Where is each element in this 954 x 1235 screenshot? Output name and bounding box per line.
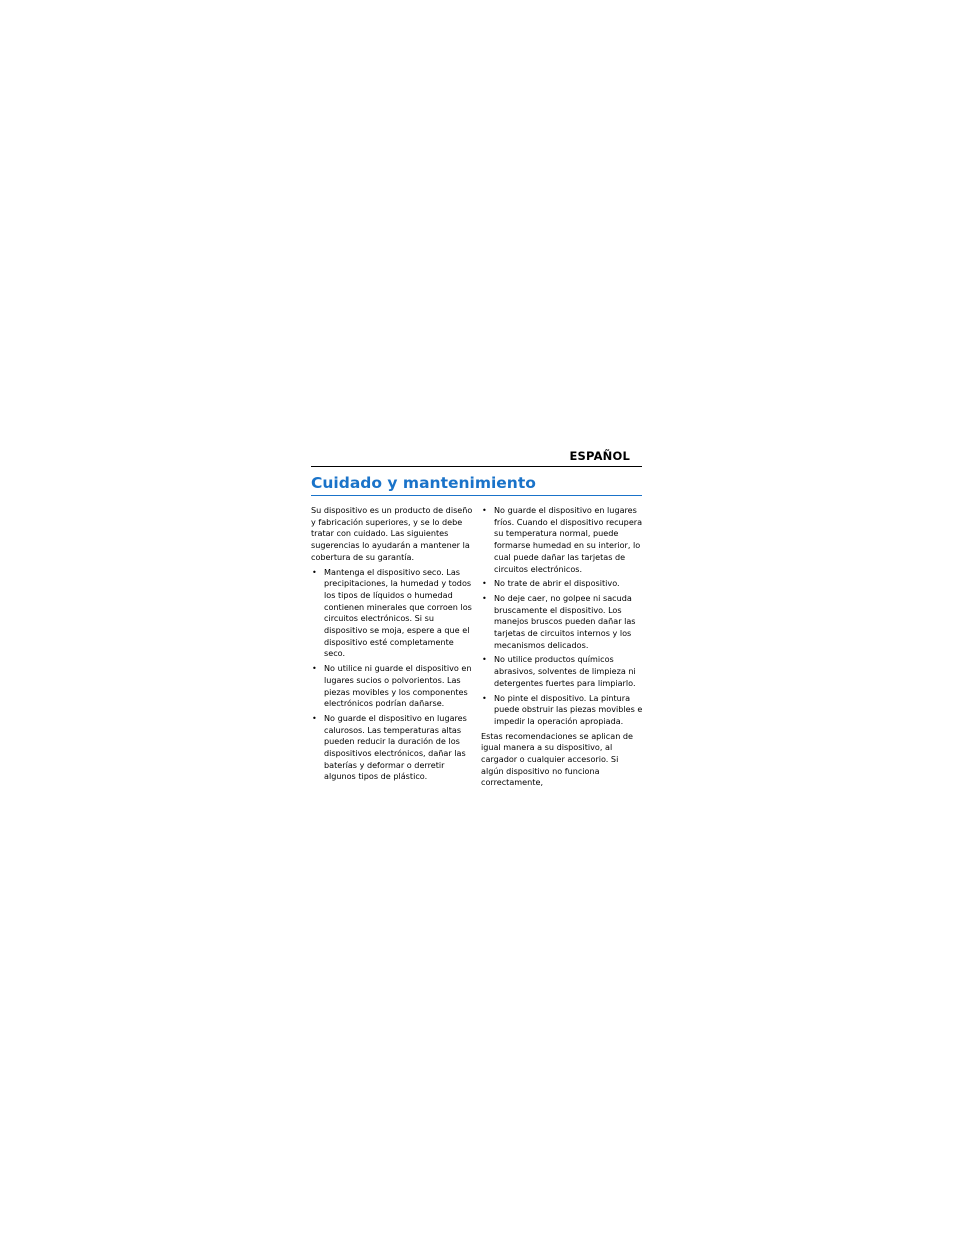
- right-bullet-list: [481, 505, 643, 728]
- list-item-text: No pinte el dispositivo. La pintura puede obstruir las piezas movibles e impedir la operación apropiada.: [494, 692, 643, 726]
- list-item-text: No trate de abrir el dispositivo.: [494, 578, 620, 589]
- bullet-glyph: •: [482, 578, 487, 589]
- bullet-glyph: •: [482, 592, 487, 603]
- list-item: [481, 578, 643, 590]
- bullet-glyph: •: [312, 663, 317, 674]
- closing-paragraph: Estas recomendaciones se aplican de igual manera a su dispositivo, al cargador o cualquier accesorio. Si algún dispositivo no funciona correctamente,: [481, 730, 634, 788]
- list-item-text: No utilice ni guarde el dispositivo en lugares sucios o polvorientos. Las piezas movibles y los componentes electrónicos podrían dañarse.: [324, 663, 472, 709]
- title-rule: [311, 495, 642, 496]
- intro-paragraph: Su dispositivo es un producto de diseño y fabricación superiores, y se lo debe tratar con cuidado. Las siguientes sugerencias lo ayudarán a mantener la cobertura de su garantía.: [311, 505, 473, 562]
- language-label: ESPAÑOL: [569, 449, 630, 463]
- bullet-glyph: •: [312, 566, 317, 577]
- list-item: [481, 693, 643, 728]
- list-item: [311, 663, 473, 710]
- list-item: [481, 505, 643, 575]
- list-item: [311, 567, 473, 661]
- list-item: [311, 713, 473, 783]
- bullet-glyph: •: [482, 692, 487, 703]
- manual-page: [311, 449, 643, 788]
- list-item-text: No deje caer, no golpee ni sacuda bruscamente el dispositivo. Los manejos bruscos pueden dañar las tarjetas de circuitos internos y los mecanismos delicados.: [494, 592, 636, 650]
- section-title: Cuidado y mantenimiento: [311, 474, 536, 492]
- list-item-text: No guarde el dispositivo en lugares fríos. Cuando el dispositivo recupera su temperatura normal, puede formarse humedad en su interior, lo cual puede dañar las tarjetas de circuitos electrónicos.: [494, 505, 643, 574]
- right-column: [481, 505, 643, 792]
- left-bullet-list: [311, 567, 473, 784]
- bullet-glyph: •: [482, 654, 487, 665]
- list-item-text: No utilice productos químicos abrasivos, solventes de limpieza ni detergentes fuertes para limpiarlo.: [494, 654, 636, 688]
- list-item: [481, 654, 643, 689]
- header-rule: [311, 466, 642, 467]
- list-item-text: No guarde el dispositivo en lugares calurosos. Las temperaturas altas pueden reducir la duración de los dispositivos electrónicos, dañar las baterías y deformar o derretir algunos tipos de plástico.: [324, 712, 467, 782]
- bullet-glyph: •: [482, 505, 487, 515]
- list-item-text: Mantenga el dispositivo seco. Las precipitaciones, la humedad y todos los tipos de líquidos o humedad contienen minerales que corroen los circuitos electrónicos. Si su dispositivo se moja, espere a que el dispositivo esté completamente seco.: [324, 566, 472, 659]
- bullet-glyph: •: [312, 712, 317, 723]
- left-column: [311, 505, 473, 786]
- list-item: [481, 593, 643, 652]
